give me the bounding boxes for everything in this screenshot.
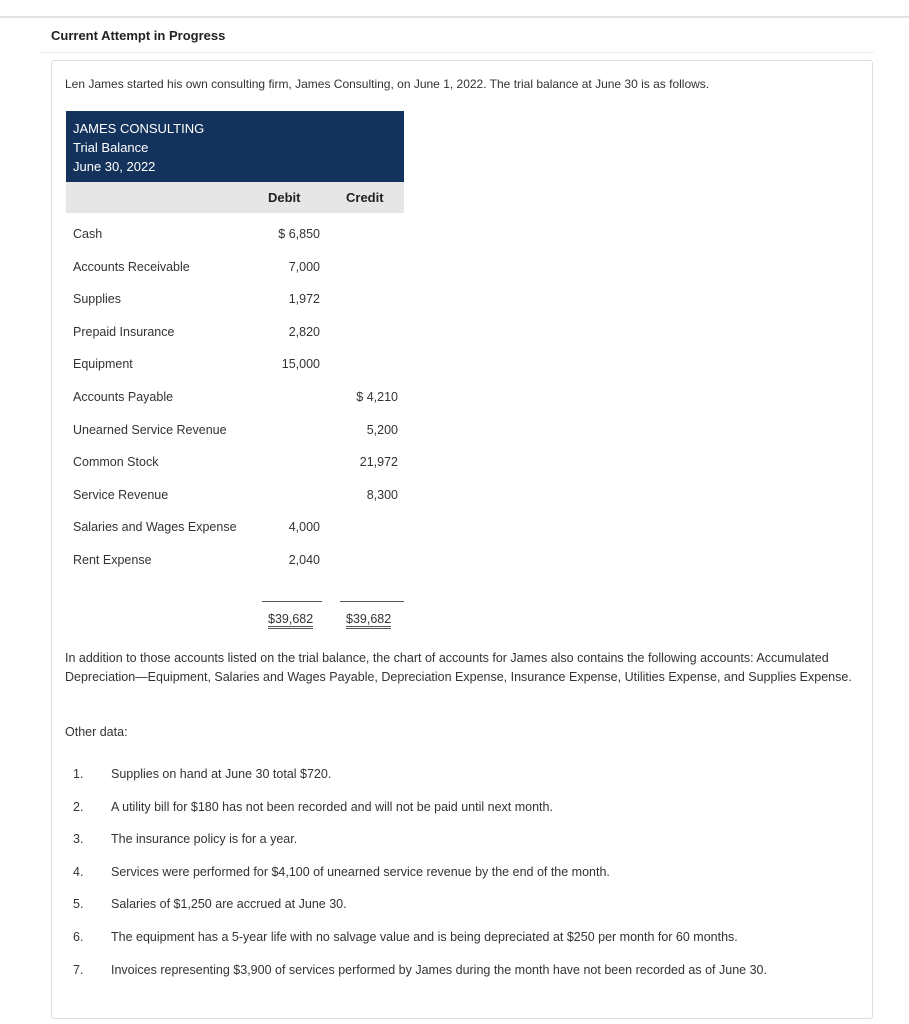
- company-name: JAMES CONSULTING: [73, 121, 205, 136]
- trial-balance-row: [66, 423, 404, 443]
- trial-balance-row: [66, 520, 404, 540]
- debit-header: Debit: [268, 190, 301, 205]
- account-name: Unearned Service Revenue: [73, 422, 227, 437]
- debit-amount: 4,000: [288, 520, 320, 535]
- account-name: Accounts Payable: [73, 390, 174, 404]
- list-item: [65, 897, 855, 917]
- trial-balance-rows: [66, 213, 404, 638]
- list-item-text: Salaries of $1,250 are accrued at June 30.: [111, 897, 347, 912]
- list-item: [65, 963, 855, 983]
- intro-text: Len James started his own consulting firm, James Consulting, on June 1, 2022. The trial balance at June 30 is as follows.: [65, 77, 710, 91]
- trial-balance-row: [66, 260, 404, 280]
- attempt-header: [40, 18, 874, 53]
- account-name: Service Revenue: [73, 487, 169, 502]
- total-credit: $39,682: [346, 612, 391, 629]
- list-item-number: 4.: [73, 864, 84, 879]
- account-name: Rent Expense: [73, 553, 152, 567]
- list-item-number: 2.: [73, 799, 84, 814]
- debit-amount: 1,972: [288, 292, 320, 307]
- trial-balance-row: [66, 488, 404, 508]
- trial-balance-header: [66, 111, 404, 182]
- list-item-number: 7.: [73, 962, 84, 977]
- debit-amount: 7,000: [288, 259, 320, 274]
- debit-amount: $ 6,850: [278, 227, 320, 241]
- account-name: Salaries and Wages Expense: [73, 520, 237, 535]
- list-item-text: A utility bill for $180 has not been recorded and will not be paid until next month.: [111, 799, 553, 814]
- other-data-label: Other data:: [65, 725, 128, 739]
- trial-balance-row: [66, 227, 404, 247]
- question-card: [51, 60, 873, 1019]
- account-name: Common Stock: [73, 455, 159, 470]
- account-name: Cash: [73, 227, 103, 241]
- credit-amount: 8,300: [366, 487, 398, 502]
- credit-amount: 21,972: [359, 455, 398, 470]
- list-item: [65, 767, 855, 787]
- debit-amount: 15,000: [281, 357, 320, 372]
- statement-name: Trial Balance: [73, 140, 149, 155]
- list-item: [65, 865, 855, 885]
- credit-amount: 5,200: [366, 422, 398, 437]
- list-item-number: 3.: [73, 832, 84, 847]
- credit-subtotal-rule: [340, 601, 404, 602]
- account-name: Equipment: [73, 357, 133, 372]
- debit-subtotal-rule: [262, 601, 322, 602]
- account-name: Accounts Receivable: [73, 259, 190, 274]
- list-item-text: Services were performed for $4,100 of unearned service revenue by the end of the month.: [111, 864, 610, 879]
- list-item-text: The equipment has a 5-year life with no salvage value and is being depreciated at $250 per month for 60 months.: [111, 930, 738, 944]
- trial-balance-row: [66, 325, 404, 345]
- credit-amount: $ 4,210: [356, 390, 398, 404]
- debit-amount: 2,040: [288, 553, 320, 567]
- list-item-text: The insurance policy is for a year.: [111, 832, 298, 847]
- list-item-text: Supplies on hand at June 30 total $720.: [111, 767, 332, 781]
- list-item: [65, 800, 855, 820]
- list-item-number: 5.: [73, 897, 84, 912]
- attempt-title: Current Attempt in Progress: [51, 28, 226, 43]
- trial-balance-table: [66, 111, 404, 638]
- list-item: [65, 930, 855, 950]
- trial-balance-row: [66, 553, 404, 573]
- trial-balance-row: [66, 390, 404, 410]
- credit-header: Credit: [346, 190, 384, 205]
- list-item-text: Invoices representing $3,900 of services performed by James during the month have not been recorded as of June 30.: [111, 962, 767, 977]
- account-name: Prepaid Insurance: [73, 324, 175, 339]
- list-item: [65, 832, 855, 852]
- statement-date: June 30, 2022: [73, 159, 156, 174]
- list-item-number: 6.: [73, 930, 84, 944]
- column-headers: [66, 182, 404, 213]
- trial-balance-row: [66, 357, 404, 377]
- trial-balance-row: [66, 455, 404, 475]
- total-debit: $39,682: [268, 612, 313, 629]
- account-name: Supplies: [73, 292, 121, 307]
- trial-balance-row: [66, 292, 404, 312]
- additional-accounts-text: In addition to those accounts listed on the trial balance, the chart of accounts for James also contains the following accounts: Accumulated Depreciation—Equipment, Salaries and Wages Payable, Depreciation Expense, Insurance Expense, Utilities Expense, and Supplies Expense.: [65, 651, 852, 684]
- debit-amount: 2,820: [288, 324, 320, 339]
- list-item-number: 1.: [73, 767, 84, 781]
